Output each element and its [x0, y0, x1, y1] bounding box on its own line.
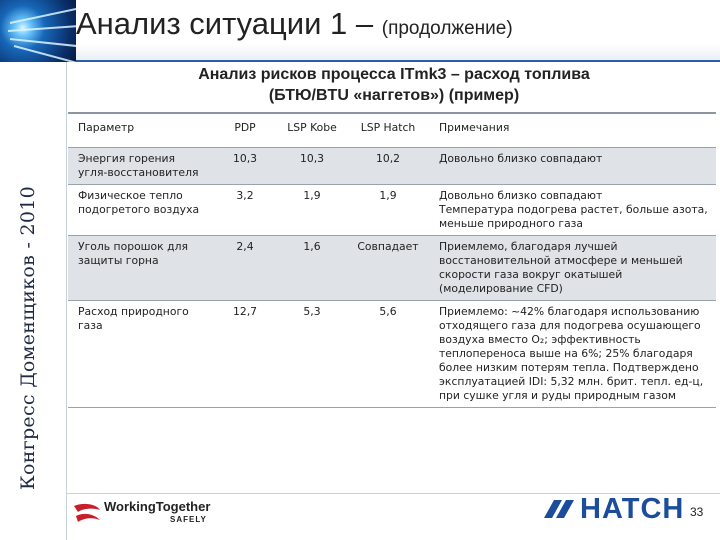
- page-title-main: Анализ ситуации 1 –: [76, 6, 374, 41]
- table-header-row: [68, 113, 716, 148]
- corner-light-graphic: [0, 0, 76, 62]
- cell-lsp-hatch: 5,6: [347, 301, 429, 408]
- risk-analysis-table: [68, 112, 716, 408]
- cell-lsp-kobe: 10,3: [277, 148, 347, 185]
- cell-notes: [429, 185, 716, 236]
- page-title: [76, 6, 513, 42]
- sidebar-vertical-text: Конгресс Доменщиков - 2010: [17, 185, 39, 490]
- table-row: [68, 301, 716, 408]
- header-parameter: Параметр: [68, 113, 213, 148]
- cell-notes: [429, 148, 716, 185]
- header-pdp: PDP: [213, 113, 277, 148]
- table-row: [68, 236, 716, 301]
- page-number: 33: [690, 505, 704, 519]
- cell-notes: [429, 236, 716, 301]
- table-row: [68, 148, 716, 185]
- cell-pdp: 10,3: [213, 148, 277, 185]
- hatch-logo-text: HATCH: [580, 493, 685, 525]
- slide-subtitle-line2: (БТЮ/BTU «наггетов») (пример): [268, 87, 520, 104]
- cell-parameter: Физическое тепло подогретого воздуха: [68, 185, 213, 236]
- note-text: Приемлемо: ~42% благодаря использованию отходящего газа для подогрева осушающего воздуха вместо O₂; эффективность теплопереноса выше на 6%; 25% благодаря более низким потерям тепла. Подтверждено эксплуатацией IDI: 5,32 млн. брит. тепл. ед-ц, при сушке угля и руды природным газом: [439, 305, 704, 402]
- cell-notes: [429, 301, 716, 408]
- note-text: Довольно близко совпадают: [439, 152, 603, 165]
- header-notes: Примечания: [429, 113, 716, 148]
- cell-pdp: 2,4: [213, 236, 277, 301]
- cell-parameter: Расход природного газа: [68, 301, 213, 408]
- header-divider: [76, 60, 720, 62]
- working-together-text: WorkingTogether: [104, 499, 211, 514]
- table-row: [68, 185, 716, 236]
- header-lsp-kobe: LSP Kobe: [277, 113, 347, 148]
- cell-lsp-kobe: 5,3: [277, 301, 347, 408]
- page-title-suffix: (продолжение): [381, 18, 513, 39]
- cell-pdp: 3,2: [213, 185, 277, 236]
- note-text: Приемлемо, благодаря лучшей восстановительной атмосфере и меньшей скорости газа вокруг окатышей (моделирование CFD): [439, 240, 683, 295]
- cell-lsp-kobe: 1,6: [277, 236, 347, 301]
- header-band: [0, 0, 720, 62]
- note-text: Довольно близко совпадают: [439, 189, 603, 202]
- cell-parameter: Уголь порошок для защиты горна: [68, 236, 213, 301]
- cell-lsp-kobe: 1,9: [277, 185, 347, 236]
- cell-lsp-hatch: 10,2: [347, 148, 429, 185]
- cell-lsp-hatch: Совпадает: [347, 236, 429, 301]
- cell-pdp: 12,7: [213, 301, 277, 408]
- header-lsp-hatch: LSP Hatch: [347, 113, 429, 148]
- safely-text: SAFELY: [170, 515, 207, 524]
- cell-parameter: Энергия горения угля-восстановителя: [68, 148, 213, 185]
- working-together-logo: [104, 499, 211, 524]
- note-text: Температура подогрева растет, больше азота, меньше природного газа: [439, 203, 708, 230]
- slide-subtitle-line1: Анализ рисков процесса ITmk3 – расход топлива: [198, 66, 590, 83]
- cell-lsp-hatch: 1,9: [347, 185, 429, 236]
